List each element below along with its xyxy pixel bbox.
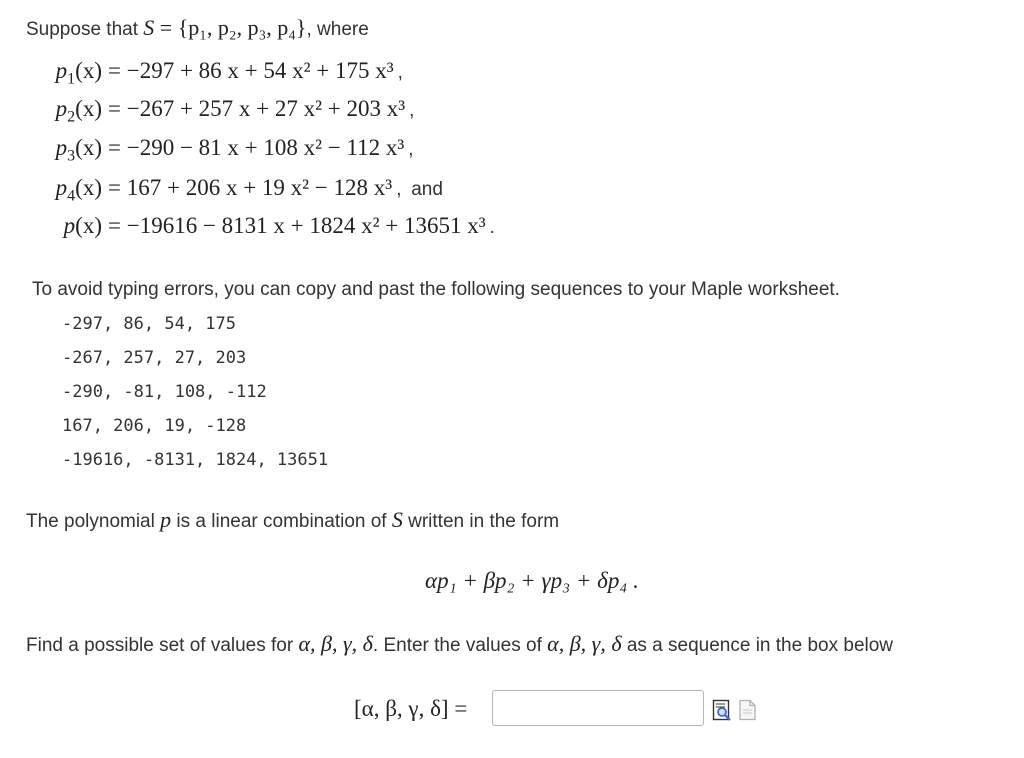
- poly-lhs: p(x): [63, 213, 102, 238]
- poly-rhs: = −290 − 81 x + 108 x² − 112 x³: [108, 135, 405, 160]
- intro-line: [26, 16, 369, 42]
- polynomial-row-1: $p_1(x) = -297 + 86$ x + 54 x² + 175 x³ ,: [14, 56, 403, 95]
- preview-icon[interactable]: [712, 699, 732, 721]
- combination-expression: αp₁ + βp₂ + γp₃ + δp₄ .: [425, 568, 639, 593]
- set-symbol: S: [143, 15, 155, 40]
- poly-rhs: = −297 + 86 x + 54 x² + 175 x³: [108, 58, 394, 83]
- poly-lhs: $p_4(x)$: [55, 175, 102, 205]
- sequence-line: -19616, -8131, 1824, 13651: [62, 450, 329, 470]
- poly-rhs: = −19616 − 8131 x + 1824 x² + 13651 x³: [108, 213, 486, 238]
- intro-prefix: Suppose that: [26, 19, 144, 40]
- poly-lhs: $p_2(x)$: [55, 96, 102, 126]
- answer-input[interactable]: [492, 690, 704, 726]
- set-definition: = {p₁, p₂, p₃, p₄}: [154, 15, 307, 40]
- polynomial-row-p: p(x) = −19616 − 8131 x + 1824 x² + 13651 x³ .: [14, 211, 495, 243]
- instruction-line: Find a possible set of values for α, β, γ, δ. Enter the values of α, β, γ, δ as a sequence in the box below: [26, 631, 894, 656]
- answer-label: [α, β, γ, δ] =: [354, 696, 468, 721]
- sequence-line: -267, 257, 27, 203: [62, 348, 247, 368]
- linear-combo-statement: The polynomial p is a linear combination of S written in the form: [26, 507, 560, 532]
- polynomial-row-4: $p_4(x) = 167 + 206$ x + 19 x² − 128 x³ , and: [14, 173, 443, 212]
- poly-rhs: = −267 + 257 x + 27 x² + 203 x³: [108, 96, 406, 121]
- poly-rhs: = 167 + 206 x + 19 x² − 128 x³: [108, 175, 393, 200]
- intro-suffix: , where: [306, 19, 369, 40]
- help-icon[interactable]: [738, 699, 758, 721]
- and-word: and: [411, 179, 443, 200]
- poly-lhs: $p_3(x)$: [55, 135, 102, 165]
- polynomial-row-2: $p_2(x) = -267 + 257$ x + 27 x² + 203 x³ ,: [14, 94, 414, 133]
- p-symbol: p: [160, 507, 172, 532]
- s-symbol: S: [391, 507, 403, 532]
- sequence-line: 167, 206, 19, -128: [62, 416, 247, 436]
- sequence-line: -297, 86, 54, 175: [62, 314, 236, 334]
- copy-note: To avoid typing errors, you can copy and past the following sequences to your Maple worksheet.: [32, 279, 840, 300]
- polynomial-row-3: $p_3(x) = -290 - 81$ x + 108 x² − 112 x³ ,: [14, 133, 414, 172]
- poly-lhs: $p_1(x)$: [55, 58, 102, 88]
- sequence-line: -290, -81, 108, -112: [62, 382, 267, 402]
